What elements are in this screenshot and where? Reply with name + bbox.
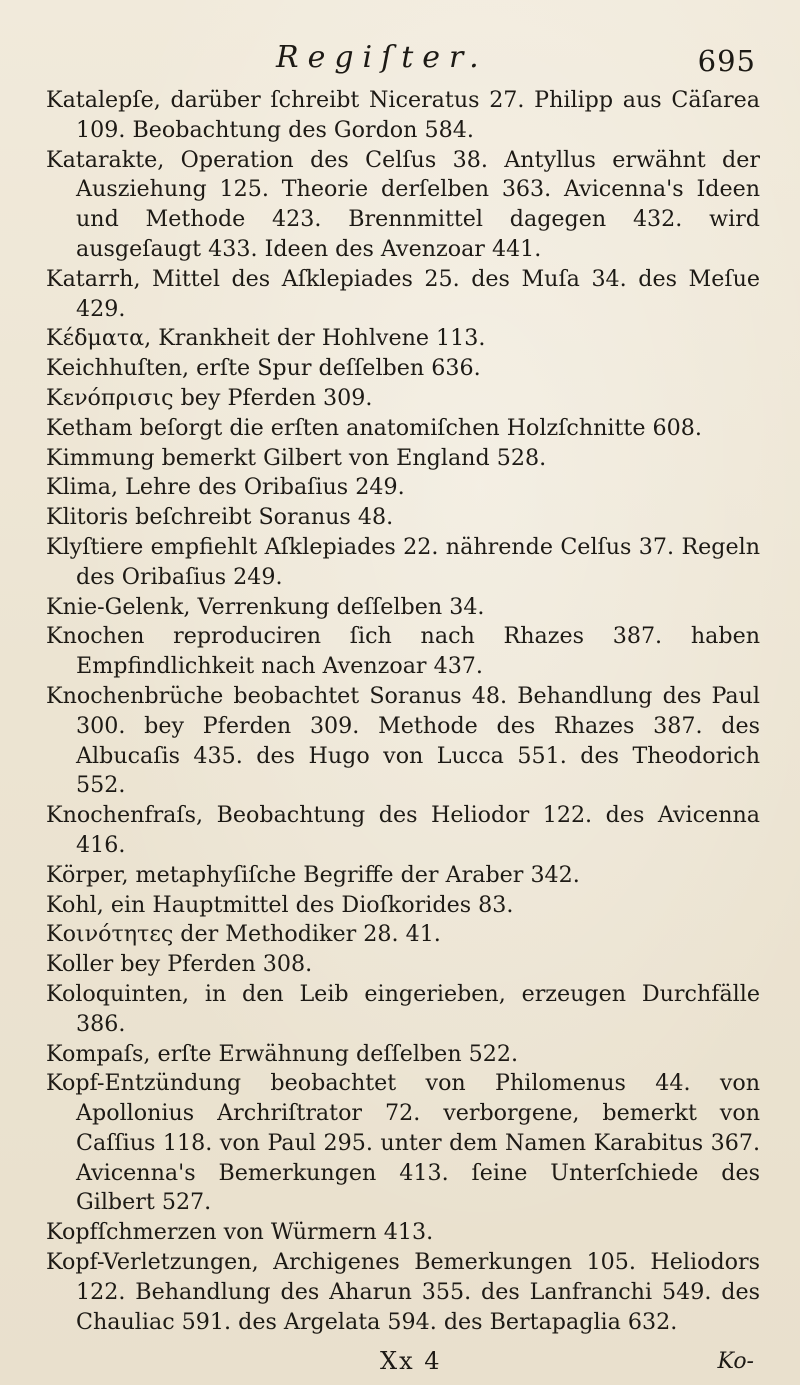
register-entry: Kopfſchmerzen von Würmern 413. [46, 1219, 434, 1246]
register-entry: Koloquinten, in den Leib eingerieben, erzeugen Durchfälle 386. [46, 980, 760, 1037]
register-entry: Koller bey Pferden 308. [46, 951, 313, 978]
register-entry: Κέδματα, Krankheit der Hohlvene 113. [46, 325, 486, 352]
register-entry: Knie-Gelenk, Verrenkung deſſelben 34. [46, 593, 485, 620]
register-entry: Katarrh, Mittel des Aſklepiades 25. des Muſa 34. des Meſue 429. [46, 265, 760, 322]
catchword: Ko- [717, 1349, 754, 1375]
printer-signature: Xx 4 [380, 1347, 442, 1376]
register-entry: Kimmung bemerkt Gilbert von England 528. [46, 444, 547, 471]
register-entry: Kohl, ein Hauptmittel des Dioſkorides 83. [46, 891, 514, 918]
register-entry: Klyſtiere empfiehlt Aſklepiades 22. nährende Celſus 37. Regeln des Oribaſius 249. [46, 533, 760, 590]
register-entries [46, 86, 760, 1337]
register-entry: Keichhuſten, erſte Spur deſſelben 636. [46, 355, 481, 382]
register-entry: Knochenfraſs, Beobachtung des Heliodor 122. des Avicenna 416. [46, 802, 760, 858]
register-entry: Κενόπρισις bey Pferden 309. [46, 384, 373, 411]
register-entry: Körper, metaphyſiſche Begriffe der Araber 342. [46, 861, 580, 888]
page-header [46, 28, 760, 86]
register-entry: Katarakte, Operation des Celſus 38. Antyllus erwähnt der Ausziehung 125. Theorie derſelben 363. Avicenna's Ideen und Methode 423. Brennmittel dagegen 432. wird ausgeſaugt 433. Ideen des Avenzoar 441. [46, 146, 760, 262]
register-entry: Κοινότητες der Methodiker 28. 41. [46, 921, 441, 948]
register-entry: Kopf-Verletzungen, Archigenes Bemerkungen 105. Heliodors 122. Behandlung des Aharun 355. des Lanfranchi 549. des Chauliac 591. des Argelata 594. des Bertapaglia 632. [46, 1249, 760, 1335]
running-title: Regiſter. [276, 40, 488, 75]
register-entry: Klitoris beſchreibt Soranus 48. [46, 504, 394, 531]
register-entry: Kopf-Entzündung beobachtet von Philomenus 44. von Apollonius Archriſtrator 72. verborgene, bemerkt von Caſſius 118. von Paul 295. unter dem Namen Karabitus 367. Avicenna's Bemerkungen 413. ſeine Unterſchiede des Gilbert 527. [46, 1070, 760, 1216]
register-entry: Ketham beſorgt die erſten anatomiſchen Holzſchnitte 608. [46, 414, 702, 441]
register-entry: Katalepſe, darüber ſchreibt Niceratus 27. Philipp aus Cäſarea 109. Beobachtung des Gordon 584. [46, 87, 760, 143]
register-entry: Knochenbrüche beobachtet Soranus 48. Behandlung des Paul 300. bey Pferden 309. Methode des Rhazes 387. des Albucaſis 435. des Hugo von Lucca 551. des Theodorich 552. [46, 682, 760, 799]
page-number: 695 [697, 44, 756, 78]
register-entry: Klima, Lehre des Oribaſius 249. [46, 474, 405, 501]
page-footer [46, 1345, 760, 1385]
register-entry: Kompaſs, erſte Erwähnung deſſelben 522. [46, 1040, 519, 1067]
register-entry: Knochen reproduciren ſich nach Rhazes 387. haben Empfindlichkeit nach Avenzoar 437. [46, 623, 760, 680]
